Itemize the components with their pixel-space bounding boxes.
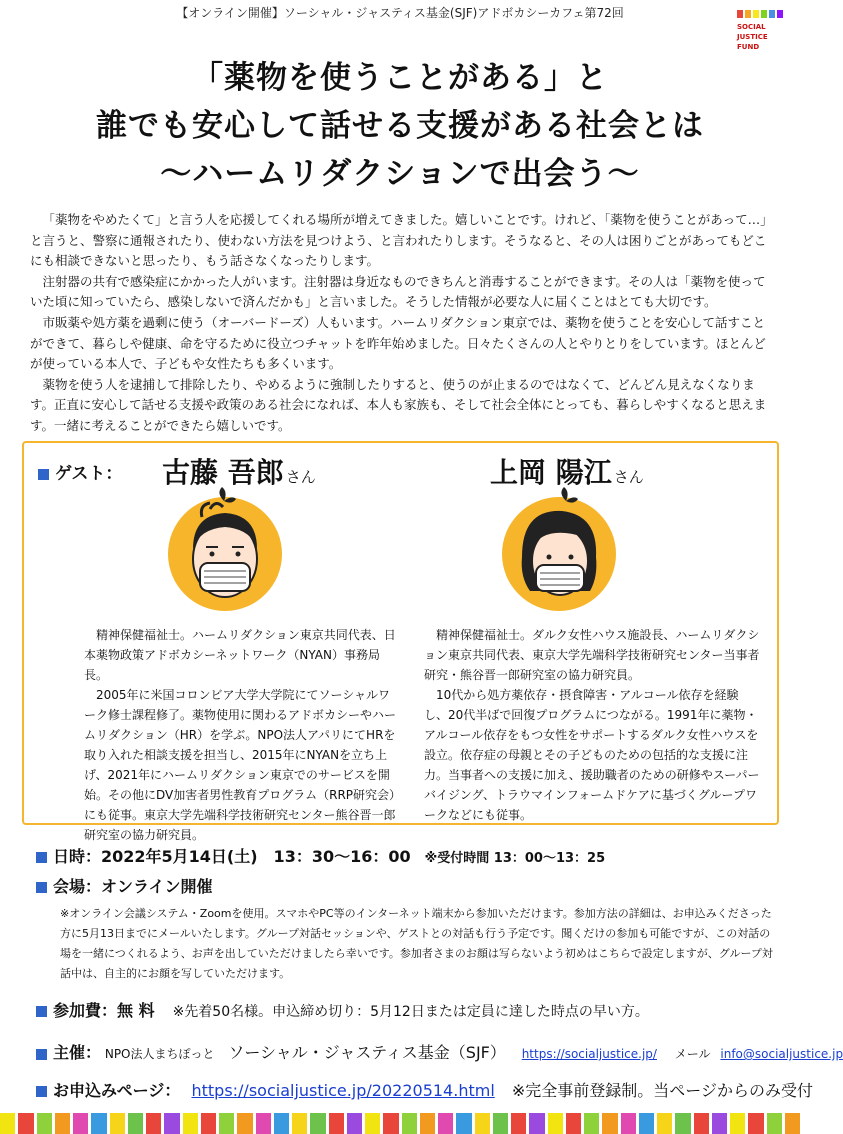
color-block [657, 1113, 672, 1134]
guest2-honorific: さん [613, 468, 644, 486]
guest2-name [490, 451, 644, 491]
venue-note: ※オンライン会議システム・Zoomを使用。スマホやPC等のインターネット端末から参加いただけます。参加方法の詳細は、お申込みくださった方に5月13日までにメールいたします。グループ対話セッションや、ゲストとの対話も行う予定です。聞くだけの参加も可能ですが、この対話の場を一緒につくれるよう、お声を出していただけましたら幸いです。参加者さまのお顔は写らないよう初めはこちらで設定しますが、グループ対話中は、自主的にお顔を写していただけます。 [60, 907, 773, 980]
color-block [146, 1113, 161, 1134]
organizers [36, 1040, 843, 1063]
guest1-name [162, 451, 316, 491]
color-block [310, 1113, 325, 1134]
color-block [694, 1113, 709, 1134]
color-block [91, 1113, 106, 1134]
bullet-square-icon [36, 1049, 47, 1060]
color-block [164, 1113, 179, 1134]
color-block [128, 1113, 143, 1134]
bullet-square-icon [36, 1086, 47, 1097]
guest1-bio-paragraph: 精神保健福祉士。ハームリダクション東京共同代表、日本薬物政策アドボカシーネットワーク（NYAN）事務局長。 [84, 628, 396, 682]
color-block [55, 1113, 70, 1134]
color-block [183, 1113, 198, 1134]
color-block [511, 1113, 526, 1134]
event-date-text: 日時：2022年5月14日(土) 13：30〜16：00 [53, 847, 411, 866]
intro-paragraph: 市販薬や処方薬を過剰に使う（オーバードーズ）人もいます。ハームリダクション東京では、薬物を使うことを安心して話すことができて、暮らしや健康、命を守るために役立つチャットを昨年始めました。日々たくさんの人とやりとりをしています。ほとんどが使っている本人で、子どもや女性たちも多くいます。 [30, 314, 766, 372]
organizer-website-link[interactable]: https://socialjustice.jp/ [521, 1047, 657, 1061]
color-block [602, 1113, 617, 1134]
logo-text-social: SOCIAL [737, 23, 766, 31]
event-fee-text: 参加費：無 料 [53, 1001, 155, 1020]
color-block [621, 1113, 636, 1134]
color-block [292, 1113, 307, 1134]
fee-note: ※先着50名様。申込締め切り：5月12日または定員に達した時点の早い方。 [172, 1004, 649, 1020]
color-block [383, 1113, 398, 1134]
event-venue-text: 会場：オンライン開催 [53, 877, 213, 896]
color-block [329, 1113, 344, 1134]
color-block [639, 1113, 654, 1134]
guest1-honorific: さん [285, 468, 316, 486]
color-block [456, 1113, 471, 1134]
color-block [347, 1113, 362, 1134]
color-block [566, 1113, 581, 1134]
organizer-name-1: NPO法人まちぽっと [104, 1047, 215, 1061]
color-block [0, 1113, 15, 1134]
bullet-square-icon [36, 1006, 47, 1017]
guest-heading [38, 459, 122, 484]
guest2-name-text: 上岡 陽江 [490, 456, 612, 489]
event-fee [36, 998, 649, 1021]
event-venue [36, 874, 213, 897]
contact-email-link[interactable]: info@socialjustice.jp [720, 1047, 843, 1061]
intro-paragraph: 注射器の共有で感染症にかかった人がいます。注射器は身近なものできちんと消毒することができます。その人は「薬物を使っていた頃に知っていたら、感染しないで済んだかも」と言いました。そうした情報が必要な人に届くことはとても大切です。 [30, 273, 766, 310]
organizer-label: 主催： [53, 1043, 102, 1062]
color-block [237, 1113, 252, 1134]
reception-time: ※受付時間 13：00〜13：25 [424, 851, 606, 866]
color-block [675, 1113, 690, 1134]
apply-page-link[interactable]: https://socialjustice.jp/20220514.html [191, 1081, 495, 1100]
guest2-bio-paragraph: 10代から処方薬依存・摂食障害・アルコール依存を経験し、20代半ばで回復プログラムにつながる。1991年に薬物・アルコール依存をもつ女性をサポートするダルク女性ハウスを設立。依存症の母親とその子どものための包括的な支援に注力。当事者への支援に加え、援助職者のための研修やスーパーバイジング、トラウマインフォームドケアに基づくグループワークなどにも従事。 [424, 688, 760, 822]
guest-panel [22, 441, 779, 842]
color-block [584, 1113, 599, 1134]
color-block [475, 1113, 490, 1134]
guest2-bio-paragraph: 精神保健福祉士。ダルク女性ハウス施設長、ハームリダクション東京共同代表、東京大学先端科学技術研究センター当事者研究・熊谷晋一郎研究室の協力研究員。 [424, 628, 760, 682]
color-block [748, 1113, 763, 1134]
intro-text [30, 210, 772, 437]
color-block [438, 1113, 453, 1134]
guest1-bio-paragraph: 2005年に米国コロンビア大学大学院にてソーシャルワーク修士課程修了。薬物使用に関わるアドボカシーやハームリダクション（HR）を学ぶ。NPO法人アパリにてHRを取り入れた相談支援を担当し、2015年にNYANを立ち上げ、2021年にハームリダクション東京でのサービスを開始。その他にDV加害者男性教育プログラム（RRP研究会）にも従事。東京大学先端科学技術研究センター熊谷晋一郎研究室の協力研究員。 [84, 688, 402, 842]
decorative-color-strip [0, 1113, 800, 1134]
color-block [18, 1113, 33, 1134]
intro-paragraph: 薬物を使う人を逮捕して排除したり、やめるように強制したりすると、使うのが止まるのではなくて、どんどん見えなくなります。正直に安心して話せる支援や政策のある社会になれば、本人も家族も、そして社会全体にとっても、暮らしやすくなると思えます。一緒に考えることができたら嬉しいです。 [30, 376, 767, 433]
mail-label: メール [674, 1047, 711, 1061]
title-line-2: 誰でも安心して話せる支援がある社会とは [96, 108, 704, 144]
guest2-bio [424, 625, 760, 825]
event-date [36, 844, 605, 867]
guest1-bio [84, 625, 402, 845]
application [36, 1078, 813, 1101]
color-block [493, 1113, 508, 1134]
color-block [37, 1113, 52, 1134]
color-block [274, 1113, 289, 1134]
color-block [785, 1113, 800, 1134]
title-line-1: 「薬物を使うことがある」と [192, 60, 608, 96]
color-block [402, 1113, 417, 1134]
title-line-3: ～ハームリダクションで出会う～ [160, 156, 640, 192]
color-block [548, 1113, 563, 1134]
logo-color-blocks [737, 10, 783, 20]
color-block [219, 1113, 234, 1134]
logo-text-fund: FUND [737, 43, 760, 51]
guest-label: ゲスト： [55, 464, 123, 484]
color-block [712, 1113, 727, 1134]
bullet-square-icon [38, 469, 49, 480]
color-block [730, 1113, 745, 1134]
color-block [767, 1113, 782, 1134]
apply-note: ※完全事前登録制。当ページからのみ受付 [511, 1081, 813, 1100]
organizer-name-2: ソーシャル・ジャスティス基金（SJF） [228, 1043, 506, 1062]
guest2-portrait-illustration [500, 487, 618, 613]
bullet-square-icon [36, 852, 47, 863]
color-block [365, 1113, 380, 1134]
logo-text-justice: JUSTICE [737, 33, 768, 41]
color-block [201, 1113, 216, 1134]
color-block [420, 1113, 435, 1134]
color-block [256, 1113, 271, 1134]
bullet-square-icon [36, 882, 47, 893]
color-block [73, 1113, 88, 1134]
guest1-portrait-illustration [166, 487, 284, 613]
color-block [529, 1113, 544, 1134]
color-block [110, 1113, 125, 1134]
apply-label: お申込みページ： [53, 1081, 181, 1100]
event-series-header: 【オンライン開催】ソーシャル・ジャスティス基金(SJF)アドボカシーカフェ第72回 [176, 6, 624, 20]
intro-paragraph: 「薬物をやめたくて」と言う人を応援してくれる場所が増えてきました。嬉しいことです。けれど、「薬物を使うことがあって…」と言うと、警察に通報されたり、使わない方法を見つけよう、と言われたりします。そうなると、その人は困りごとがあってもどこにも相談できないと思ったり、もう話さなくなったりします。 [30, 212, 767, 269]
guest1-name-text: 古藤 吾郎 [162, 456, 284, 489]
